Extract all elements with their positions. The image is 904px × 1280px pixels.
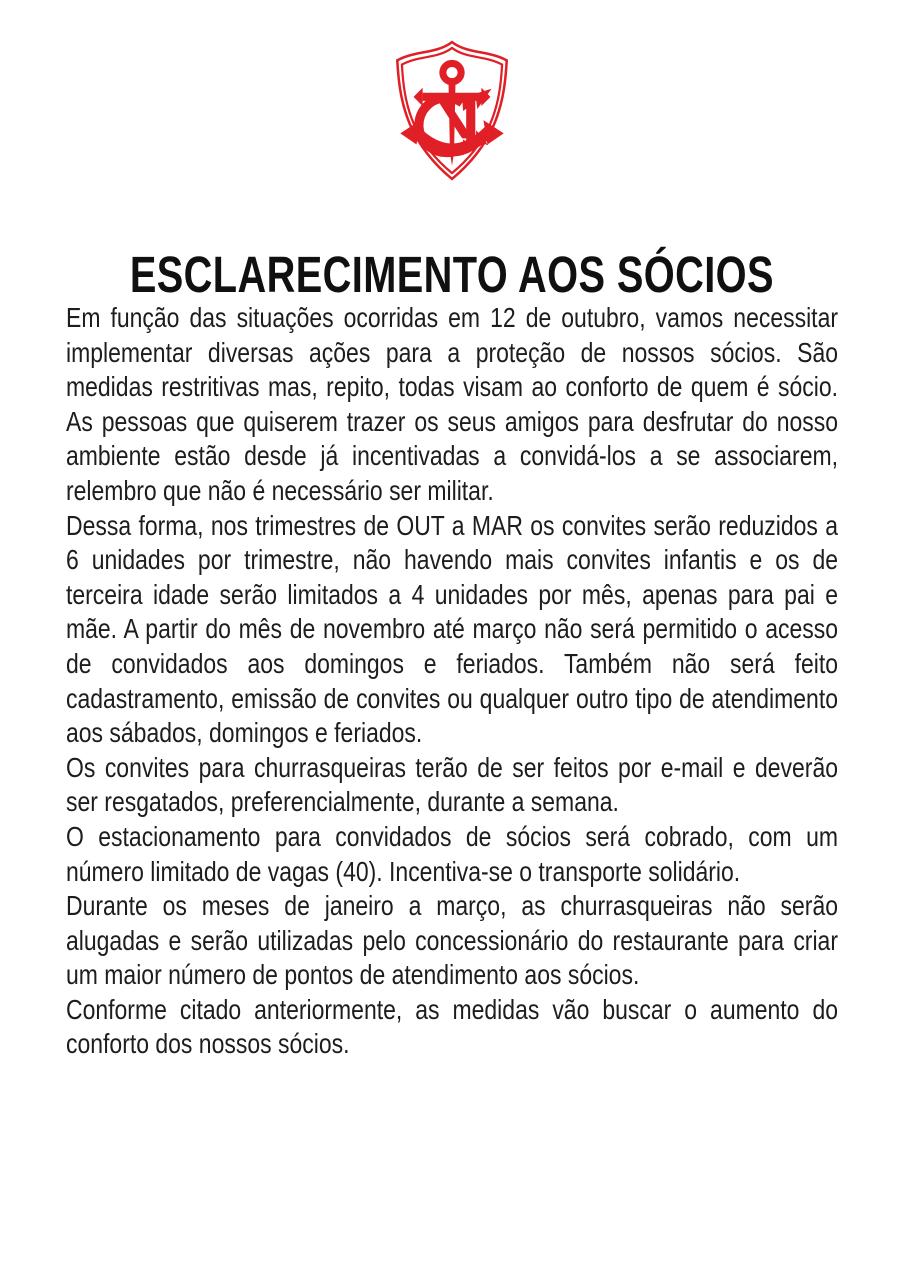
club-crest-logo xyxy=(0,0,904,185)
paragraph: Durante os meses de janeiro a março, as churrasqueiras não serão alugadas e serão utilizadas pelo concessionário do restaurante para criar um maior número de pontos de atendimento aos sócios. xyxy=(66,890,838,991)
paragraph: Dessa forma, nos trimestres de OUT a MAR os convites serão reduzidos a 6 unidades por trimestre, não havendo mais convites infantis e os de terceira idade serão limitados a 4 unidades por mês, apenas para pai e mãe. A partir do mês de novembro até março não será permitido o acesso de convidados aos domingos e feriados. Também não será feito cadastramento, emissão de convites ou qualquer outro tipo de atendimento aos sábados, domingos e feriados. xyxy=(66,509,838,749)
paragraph: O estacionamento para convidados de sócios será cobrado, com um número limitado de vagas (40). Incentiva-se o transporte solidário. xyxy=(66,820,838,887)
notice-body xyxy=(66,301,838,1062)
paragraph: Os convites para churrasqueiras terão de ser feitos por e-mail e deverão ser resgatados, preferencialmente, durante a semana. xyxy=(66,751,838,818)
page-title: ESCLARECIMENTO AOS SÓCIOS xyxy=(129,246,775,304)
title-row xyxy=(0,211,904,304)
paragraph: Em função das situações ocorridas em 12 de outubro, vamos necessitar implementar diversas ações para a proteção de nossos sócios. São medidas restritivas mas, repito, todas visam ao conforto de quem é sócio. As pessoas que quiserem trazer os seus amigos para desfrutar do nosso ambiente estão desde já incentivadas a convidá-los a se associarem, relembro que não é necessário ser militar. xyxy=(66,302,838,506)
anchor-crest-icon xyxy=(389,33,515,185)
paragraph: Conforme citado anteriormente, as medidas vão buscar o aumento do conforto dos nossos sócios. xyxy=(66,993,838,1060)
